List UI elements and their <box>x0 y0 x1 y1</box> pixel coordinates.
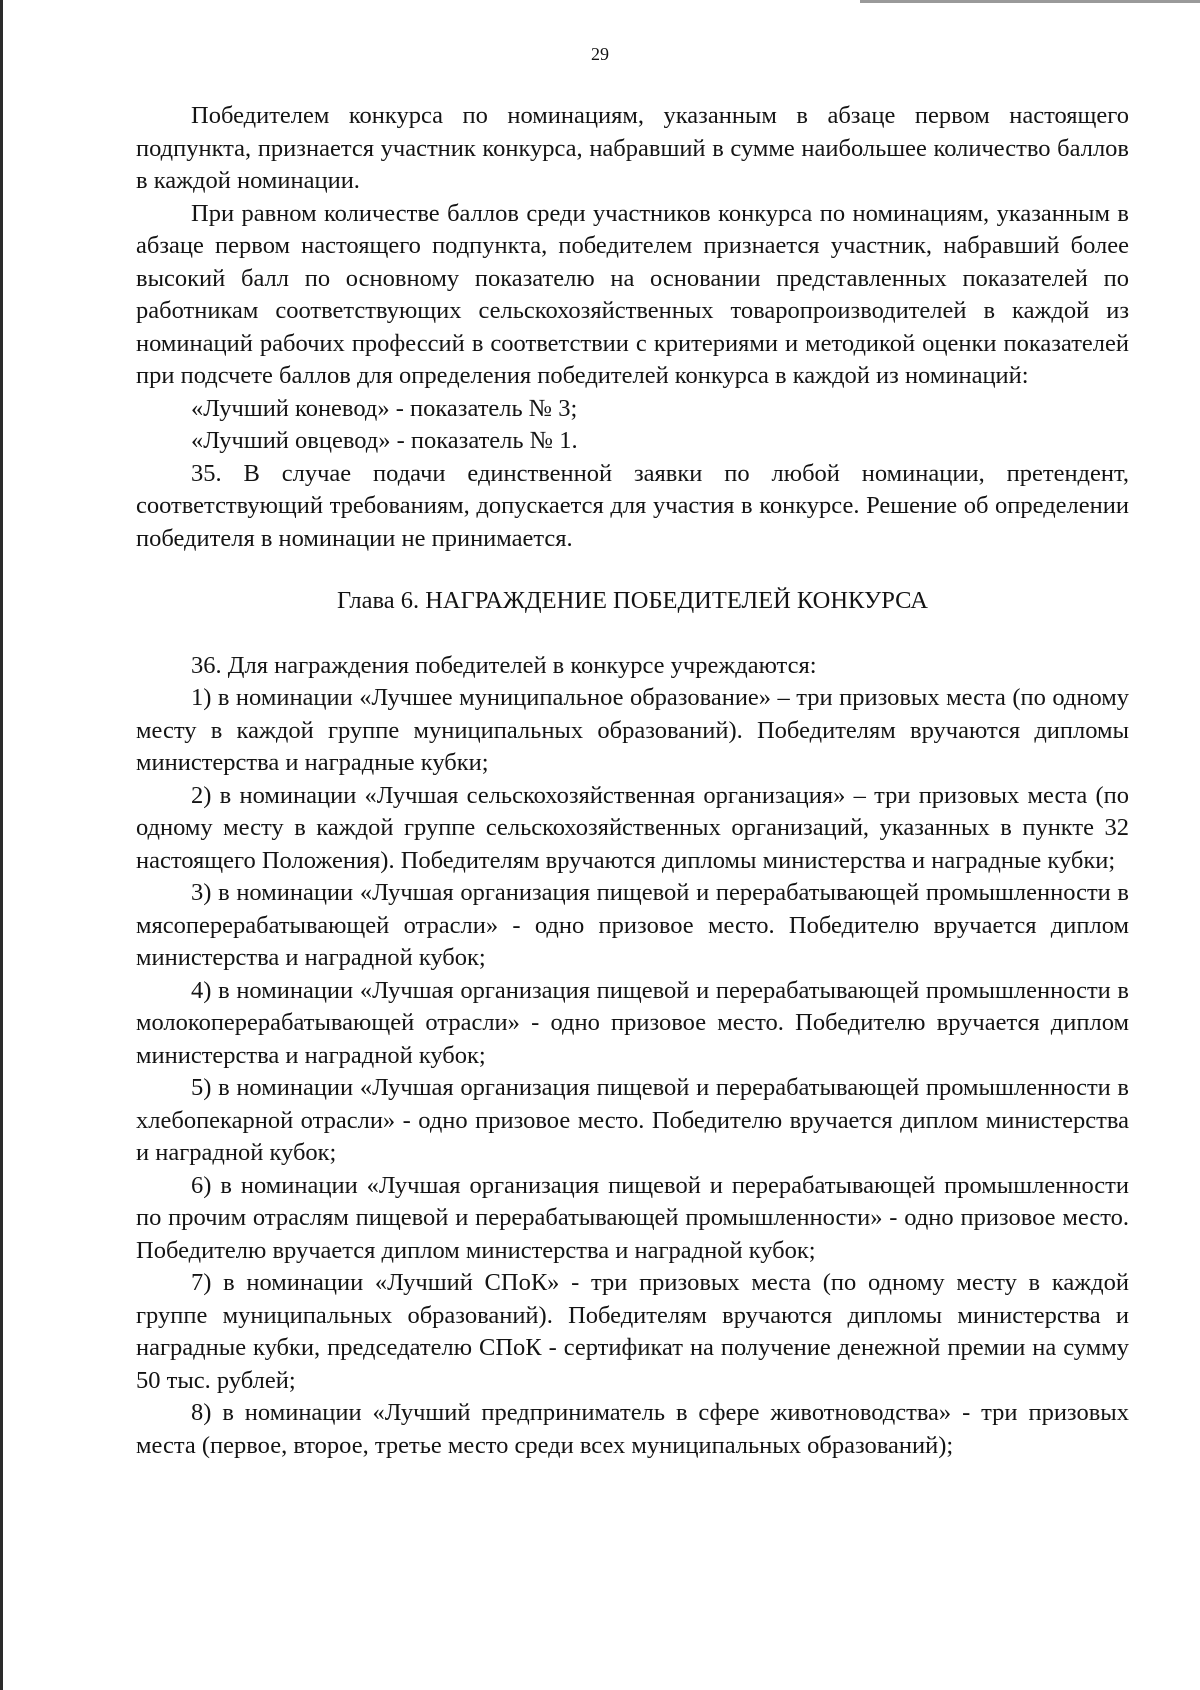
page-number: 29 <box>591 44 609 64</box>
list-item-1: 1) в номинации «Лучшее муниципальное образование» – три призовых места (по одному месту в каждой группе муниципальных образований). Победителям вручаются дипломы министерства и наградные кубки; <box>136 684 1129 776</box>
paragraph-winner-definition: Победителем конкурса по номинациям, указанным в абзаце первом настоящего подпункта, признается участник конкурса, набравший в сумме наибольшее количество баллов в каждой номинации. <box>136 102 1129 194</box>
list-item-3: 3) в номинации «Лучшая организация пищевой и перерабатывающей промышленности в мясоперерабатывающей отрасли» - одно призовое место. Победителю вручается диплом министерства и наградной кубок; <box>136 879 1129 971</box>
scan-top-edge <box>860 0 1200 3</box>
list-item-4: 4) в номинации «Лучшая организация пищевой и перерабатывающей промышленности в молокоперерабатывающей отрасли» - одно призовое место. Победителю вручается диплом министерства и наградной кубок; <box>136 976 1129 1069</box>
list-item-8: 8) в номинации «Лучший предприниматель в сфере животноводства» - три призовых места (первое, второе, третье место среди всех муниципальных образований); <box>136 1399 1129 1459</box>
list-item-7: 7) в номинации «Лучший СПоК» - три призовых места (по одному месту в каждой группе муниципальных образований). Победителям вручаются дипломы министерства и наградные кубки, председателю СПоК - сертификат на получение денежной премии на сумму 50 тыс. рублей; <box>136 1269 1129 1394</box>
chapter-title: Глава 6. НАГРАЖДЕНИЕ ПОБЕДИТЕЛЕЙ КОНКУРСА <box>337 587 928 614</box>
paragraph-item-36: 36. Для награждения победителей в конкурсе учреждаются: <box>191 651 817 679</box>
paragraph-equal-points: При равном количестве баллов среди участников конкурса по номинациям, указанным в абзаце первом настоящего подпункта, победителем признается участник, набравший более высокий балл по основному показателю на основании представленных показателей по работникам соответствующих сельскохозяйственных товаропроизводителей в каждой из номинаций рабочих профессий в соответствии с критериями и методикой оценки показателей при подсчете баллов для определения победителей конкурса в каждой из номинаций: <box>136 199 1129 389</box>
paragraph-item-35: 35. В случае подачи единственной заявки по любой номинации, претендент, соответствующий требованиям, допускается для участия в конкурсе. Решение об определении победителя в номинации не принимается. <box>136 459 1129 552</box>
paragraph-best-horse-breeder: «Лучший коневод» - показатель № 3; <box>191 394 578 422</box>
list-item-6: 6) в номинации «Лучшая организация пищевой и перерабатывающей промышленности по прочим отраслям пищевой и перерабатывающей промышленности» - одно призовое место. Победителю вручается диплом министерства и наградной кубок; <box>136 1171 1129 1264</box>
list-item-2: 2) в номинации «Лучшая сельскохозяйственная организация» – три призовых места (по одному месту в каждой группе сельскохозяйственных организаций, указанных в пункте 32 настоящего Положения). Победителям вручаются дипломы министерства и наградные кубки; <box>136 781 1129 874</box>
list-item-5: 5) в номинации «Лучшая организация пищевой и перерабатывающей промышленности в хлебопекарной отрасли» - одно призовое место. Победителю вручается диплом министерства и наградной кубок; <box>136 1074 1129 1166</box>
document-body <box>136 100 1129 1462</box>
scan-left-edge <box>0 0 3 1690</box>
paragraph-best-sheep-breeder: «Лучший овцевод» - показатель № 1. <box>191 427 578 454</box>
